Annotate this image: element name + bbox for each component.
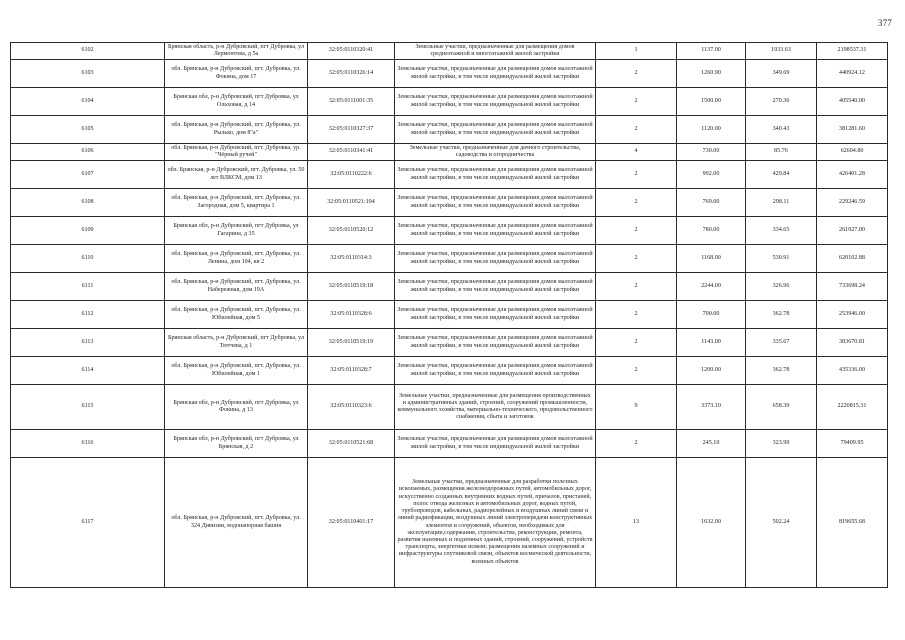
specific-value-cell: 85.76 xyxy=(746,144,817,161)
area-cell: 992.00 xyxy=(677,161,746,189)
parcel-number-cell: 6117 xyxy=(11,458,165,588)
specific-value-cell: 362.78 xyxy=(746,357,817,385)
permitted-use-cell: Земельные участки, предназначенные для размещения домов среднеэтажной и многоэтажной жилой застройки xyxy=(395,43,596,60)
cadastral-value-cell: 253946.00 xyxy=(817,301,888,329)
table-row xyxy=(11,458,888,588)
specific-value-cell: 658.39 xyxy=(746,385,817,430)
table-row xyxy=(11,116,888,144)
area-cell: 1137.00 xyxy=(677,43,746,60)
area-cell: 1120.00 xyxy=(677,116,746,144)
cadastral-value-cell: 381281.60 xyxy=(817,116,888,144)
area-cell: 1500.00 xyxy=(677,88,746,116)
parcel-number-cell: 6112 xyxy=(11,301,165,329)
use-group-cell: 2 xyxy=(596,60,677,88)
cadastral-value-cell: 819655.68 xyxy=(817,458,888,588)
parcel-address-cell: обл. Брянская, р-н Дубровский, пгт. Дубровка, ул. Загородная, дом 5, квартира 1 xyxy=(165,189,308,217)
area-cell: 3373.10 xyxy=(677,385,746,430)
use-group-cell: 2 xyxy=(596,273,677,301)
area-cell: 1632.00 xyxy=(677,458,746,588)
table-row xyxy=(11,301,888,329)
land-register-table xyxy=(10,42,888,588)
parcel-number-cell: 6104 xyxy=(11,88,165,116)
parcel-address-cell: обл. Брянская, р-н Дубровский, пгт. Дубровка, ул. Юбилейная, дом 1 xyxy=(165,357,308,385)
cadastral-value-cell: 79409.95 xyxy=(817,430,888,458)
specific-value-cell: 323.99 xyxy=(746,430,817,458)
table-row xyxy=(11,161,888,189)
use-group-cell: 2 xyxy=(596,430,677,458)
parcel-address-cell: Брянская обл, р-н Дубровский, пгт Дубровка, ул Брянская, д 2 xyxy=(165,430,308,458)
area-cell: 1260.90 xyxy=(677,60,746,88)
cadastral-number-cell: 32:05:0110341:41 xyxy=(308,144,395,161)
specific-value-cell: 334.65 xyxy=(746,217,817,245)
area-cell: 769.00 xyxy=(677,189,746,217)
use-group-cell: 1 xyxy=(596,43,677,60)
area-cell: 245.10 xyxy=(677,430,746,458)
permitted-use-cell: Земельные участки, предназначенные для размещения домов малоэтажной жилой застройки, в том числе индивидуальной жилой застройки xyxy=(395,161,596,189)
area-cell: 730.00 xyxy=(677,144,746,161)
parcel-number-cell: 6107 xyxy=(11,161,165,189)
cadastral-number-cell: 32:05:0110314:3 xyxy=(308,245,395,273)
parcel-address-cell: обл. Брянская, р-н Дубровский, пгт. Дубровка, ул. 50 лет ВЛКСМ, дом 13 xyxy=(165,161,308,189)
cadastral-value-cell: 229246.59 xyxy=(817,189,888,217)
use-group-cell: 9 xyxy=(596,385,677,430)
cadastral-number-cell: 32:05:0110519:18 xyxy=(308,273,395,301)
page-number: 377 xyxy=(877,18,892,28)
permitted-use-cell: Земельные участки, предназначенные для размещения домов малоэтажной жилой застройки, в том числе индивидуальной жилой застройки xyxy=(395,329,596,357)
permitted-use-cell: Земельные участки, предназначенные для размещения производственных и административных зданий, строений, сооружений промышленности, коммунального хозяйства, материально-технического, продовольственного снабжения, сбыта и заготовок xyxy=(395,385,596,430)
cadastral-number-cell: 32:05:0110521:68 xyxy=(308,430,395,458)
specific-value-cell: 429.84 xyxy=(746,161,817,189)
cadastral-value-cell: 733698.24 xyxy=(817,273,888,301)
cadastral-value-cell: 2220815.31 xyxy=(817,385,888,430)
area-cell: 2244.00 xyxy=(677,273,746,301)
use-group-cell: 2 xyxy=(596,301,677,329)
cadastral-number-cell: 32:05:0110328:6 xyxy=(308,301,395,329)
table-row xyxy=(11,43,888,60)
cadastral-number-cell: 32:05:0110326:14 xyxy=(308,60,395,88)
use-group-cell: 2 xyxy=(596,329,677,357)
permitted-use-cell: Земельные участки, предназначенные для размещения домов малоэтажной жилой застройки, в том числе индивидуальной жилой застройки xyxy=(395,357,596,385)
table-row xyxy=(11,430,888,458)
cadastral-value-cell: 440924.12 xyxy=(817,60,888,88)
use-group-cell: 13 xyxy=(596,458,677,588)
use-group-cell: 2 xyxy=(596,88,677,116)
specific-value-cell: 335.67 xyxy=(746,329,817,357)
cadastral-value-cell: 261027.00 xyxy=(817,217,888,245)
specific-value-cell: 362.78 xyxy=(746,301,817,329)
cadastral-number-cell: 32:05:0110521:104 xyxy=(308,189,395,217)
cadastral-number-cell: 32:05:0110323:6 xyxy=(308,385,395,430)
permitted-use-cell: Земельные участки, предназначенные для размещения домов малоэтажной жилой застройки, в том числе индивидуальной жилой застройки xyxy=(395,245,596,273)
use-group-cell: 2 xyxy=(596,161,677,189)
cadastral-value-cell: 426401.28 xyxy=(817,161,888,189)
parcel-number-cell: 6115 xyxy=(11,385,165,430)
table-row xyxy=(11,329,888,357)
use-group-cell: 4 xyxy=(596,144,677,161)
permitted-use-cell: Земельные участки, предназначенные для размещения домов малоэтажной жилой застройки, в том числе индивидуальной жилой застройки xyxy=(395,116,596,144)
use-group-cell: 2 xyxy=(596,217,677,245)
specific-value-cell: 502.24 xyxy=(746,458,817,588)
table-row xyxy=(11,189,888,217)
parcel-number-cell: 6105 xyxy=(11,116,165,144)
cadastral-value-cell: 405540.00 xyxy=(817,88,888,116)
parcel-address-cell: обл. Брянская, р-н Дубровский, пгт. Дубровка, ул. 324 Дивизии, водонапорная башня xyxy=(165,458,308,588)
permitted-use-cell: Земельные участки, предназначенные для размещения домов малоэтажной жилой застройки, в том числе индивидуальной жилой застройки xyxy=(395,430,596,458)
parcel-number-cell: 6108 xyxy=(11,189,165,217)
use-group-cell: 2 xyxy=(596,357,677,385)
table-row xyxy=(11,245,888,273)
table-row xyxy=(11,357,888,385)
cadastral-value-cell: 2198537.31 xyxy=(817,43,888,60)
parcel-address-cell: обл. Брянская, р-н Дубровский, пгт. Дубровка, ул. Набережная, дом 19А xyxy=(165,273,308,301)
area-cell: 1143.00 xyxy=(677,329,746,357)
specific-value-cell: 326.96 xyxy=(746,273,817,301)
parcel-address-cell: обл. Брянская, р-н Дубровский, пгт. Дубровка, ул. Фокина, дом 17 xyxy=(165,60,308,88)
parcel-number-cell: 6110 xyxy=(11,245,165,273)
cadastral-value-cell: 620102.88 xyxy=(817,245,888,273)
permitted-use-cell: Земельные участки, предназначенные для размещения домов малоэтажной жилой застройки, в том числе индивидуальной жилой застройки xyxy=(395,217,596,245)
permitted-use-cell: Земельные участки, предназначенные для разработки полезных ископаемых, размещения железнодорожных путей, автомобильных дорог, искусственно созданных внутренних водных путей, причалов, пристаней, полос отвода железных и автомобильных дорог, водных путей, трубопроводов, кабельных, радиорелейных и воздушных линий связи и линий радиофикации, воздушных линий электропередачи конструктивных элементов и сооружений, объектов, необходимых для эксплуатации,содержания, строительства, реконструкции, ремонта, развития наземных и подземных зданий, строений, сооружений, устройств транспорта, энергетики исвязи; размещения наземных сооружений и инфраструктуры спутниковой связи, объектов космической деятельности, военных объектов xyxy=(395,458,596,588)
specific-value-cell: 530.91 xyxy=(746,245,817,273)
permitted-use-cell: Земельные участки, предназначенные для размещения домов малоэтажной жилой застройки, в том числе индивидуальной жилой застройки xyxy=(395,273,596,301)
permitted-use-cell: Земельные участки, предназначенные для размещения домов малоэтажной жилой застройки, в том числе индивидуальной жилой застройки xyxy=(395,189,596,217)
cadastral-number-cell: 32:05:0110320:41 xyxy=(308,43,395,60)
cadastral-number-cell: 32:05:0110222:6 xyxy=(308,161,395,189)
parcel-address-cell: Брянская обл, р-н Дубровский, пгт Дубровка, ул Гагарина, д 35 xyxy=(165,217,308,245)
area-cell: 780.00 xyxy=(677,217,746,245)
permitted-use-cell: Земельные участки, предназначенные для размещения домов малоэтажной жилой застройки, в том числе индивидуальной жилой застройки xyxy=(395,88,596,116)
specific-value-cell: 270.36 xyxy=(746,88,817,116)
cadastral-number-cell: 32:05:0110328:7 xyxy=(308,357,395,385)
parcel-number-cell: 6103 xyxy=(11,60,165,88)
specific-value-cell: 1933.63 xyxy=(746,43,817,60)
cadastral-value-cell: 62604.80 xyxy=(817,144,888,161)
cadastral-number-cell: 32:05:0110327:37 xyxy=(308,116,395,144)
parcel-number-cell: 6116 xyxy=(11,430,165,458)
parcel-address-cell: Брянская обл, р-н Дубровский, пгт Дубровка, ул Ольховая, д 14 xyxy=(165,88,308,116)
land-register-body xyxy=(11,43,888,588)
parcel-number-cell: 6106 xyxy=(11,144,165,161)
parcel-number-cell: 6109 xyxy=(11,217,165,245)
cadastral-value-cell: 383670.81 xyxy=(817,329,888,357)
permitted-use-cell: Земельные участки, предназначенные для размещения домов малоэтажной жилой застройки, в том числе индивидуальной жилой застройки xyxy=(395,60,596,88)
use-group-cell: 2 xyxy=(596,116,677,144)
area-cell: 700.00 xyxy=(677,301,746,329)
table-row xyxy=(11,88,888,116)
cadastral-number-cell: 32:05:0111001:35 xyxy=(308,88,395,116)
parcel-address-cell: обл. Брянская, р-н Дубровский, пгт. Дубровка, ул. Рылько, дом 8"а" xyxy=(165,116,308,144)
parcel-address-cell: обл. Брянская, р-н Дубровский, пгт. Дубровка, ул. Ленина, дом 104, кв 2 xyxy=(165,245,308,273)
area-cell: 1168.00 xyxy=(677,245,746,273)
parcel-address-cell: обл. Брянская, р-н Дубровский, пгт. Дубровка, ул. Юбилейная, дом 5 xyxy=(165,301,308,329)
parcel-address-cell: Брянская обл, р-н Дубровский, пгт Дубровка, ул Фокина, д 13 xyxy=(165,385,308,430)
table-row xyxy=(11,144,888,161)
specific-value-cell: 340.43 xyxy=(746,116,817,144)
use-group-cell: 2 xyxy=(596,189,677,217)
parcel-number-cell: 6102 xyxy=(11,43,165,60)
table-row xyxy=(11,217,888,245)
specific-value-cell: 298.11 xyxy=(746,189,817,217)
parcel-number-cell: 6114 xyxy=(11,357,165,385)
permitted-use-cell: Земельные участки, предназначенные для дачного строительства, садоводства и огородничества xyxy=(395,144,596,161)
parcel-number-cell: 6111 xyxy=(11,273,165,301)
cadastral-number-cell: 32:05:0110401:17 xyxy=(308,458,395,588)
cadastral-number-cell: 32:05:0110519:19 xyxy=(308,329,395,357)
table-row xyxy=(11,385,888,430)
permitted-use-cell: Земельные участки, предназначенные для размещения домов малоэтажной жилой застройки, в том числе индивидуальной жилой застройки xyxy=(395,301,596,329)
use-group-cell: 2 xyxy=(596,245,677,273)
table-row xyxy=(11,60,888,88)
parcel-address-cell: Брянская область, р-н Дубровский, пгт Дубровка, ул Лермонтова, д 5а xyxy=(165,43,308,60)
parcel-address-cell: обл. Брянская, р-н Дубровский, пгт. Дубровка, ур. "Чёрный ручей" xyxy=(165,144,308,161)
area-cell: 1200.00 xyxy=(677,357,746,385)
cadastral-number-cell: 32:05:0110520:12 xyxy=(308,217,395,245)
table-row xyxy=(11,273,888,301)
specific-value-cell: 349.69 xyxy=(746,60,817,88)
cadastral-value-cell: 435336.00 xyxy=(817,357,888,385)
parcel-number-cell: 6113 xyxy=(11,329,165,357)
parcel-address-cell: Брянская область, р-н Дубровский, пгт Дубровка, ул Тютчева, д 1 xyxy=(165,329,308,357)
